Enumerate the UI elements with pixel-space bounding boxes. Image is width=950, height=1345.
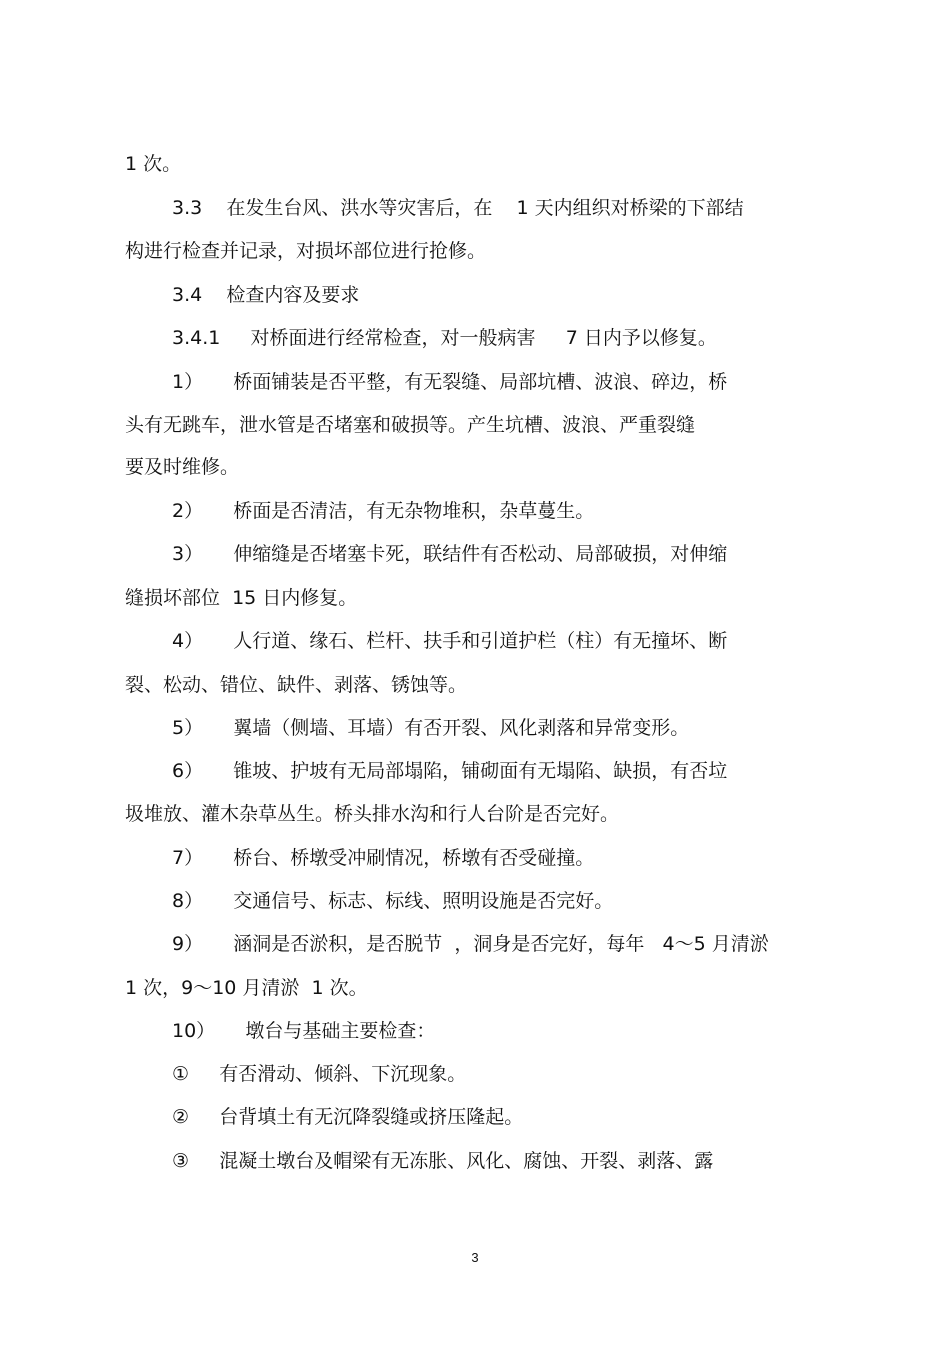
- text-line-6: 1） 桥面铺装是否平整，有无裂缝、局部坑槽、波浪、碎边，桥: [172, 371, 728, 393]
- text-line-10: 3） 伸缩缝是否堵塞卡死，联结件有否松动、局部破损，对伸缩: [172, 543, 728, 565]
- text-line-1: 1 次。: [125, 153, 182, 175]
- text-line-24: ③ 混凝土墩台及帽梁有无冻胀、风化、腐蚀、开裂、剥落、露: [172, 1150, 714, 1172]
- text-line-18: 8） 交通信号、标志、标线、照明设施是否完好。: [172, 890, 614, 912]
- text-line-16: 圾堆放、灌木杂草丛生。桥头排水沟和行人台阶是否完好。: [125, 803, 620, 825]
- text-line-21: 10） 墩台与基础主要检查：: [172, 1020, 436, 1042]
- text-line-12: 4） 人行道、缘石、栏杆、扶手和引道护栏（柱）有无撞坏、断: [172, 630, 728, 652]
- text-line-20: 1 次，9～10 月清淤 1 次。: [125, 977, 368, 999]
- text-line-17: 7） 桥台、桥墩受冲刷情况，桥墩有否受碰撞。: [172, 847, 595, 869]
- text-line-5: 3.4.1 对桥面进行经常检查，对一般病害 7 日内予以修复。: [172, 327, 717, 349]
- text-line-15: 6） 锥坡、护坡有无局部塌陷，铺砌面有无塌陷、缺损，有否垃: [172, 760, 728, 782]
- text-line-2: 3.3 在发生台风、洪水等灾害后，在 1 天内组织对桥梁的下部结: [172, 197, 744, 219]
- text-line-11: 缝损坏部位 15 日内修复。: [125, 587, 358, 609]
- text-line-7: 头有无跳车，泄水管是否堵塞和破损等。产生坑槽、波浪、严重裂缝: [125, 414, 696, 436]
- text-line-19: 9） 涵洞是否淤积，是否脱节 ，洞身是否完好，每年 4～5 月清淤: [172, 933, 769, 955]
- text-line-3: 构进行检查并记录，对损坏部位进行抢修。: [125, 240, 487, 262]
- text-line-22: ① 有否滑动、倾斜、下沉现象。: [172, 1063, 467, 1085]
- text-line-23: ② 台背填土有无沉降裂缝或挤压隆起。: [172, 1106, 524, 1128]
- page-number: 3: [471, 1250, 479, 1265]
- text-line-14: 5） 翼墙（侧墙、耳墙）有否开裂、风化剥落和异常变形。: [172, 717, 690, 739]
- text-line-8: 要及时维修。: [125, 456, 240, 478]
- text-line-4: 3.4 检查内容及要求: [172, 284, 360, 306]
- text-line-9: 2） 桥面是否清洁，有无杂物堆积，杂草蔓生。: [172, 500, 595, 522]
- text-line-13: 裂、松动、错位、缺件、剥落、锈蚀等。: [125, 674, 468, 696]
